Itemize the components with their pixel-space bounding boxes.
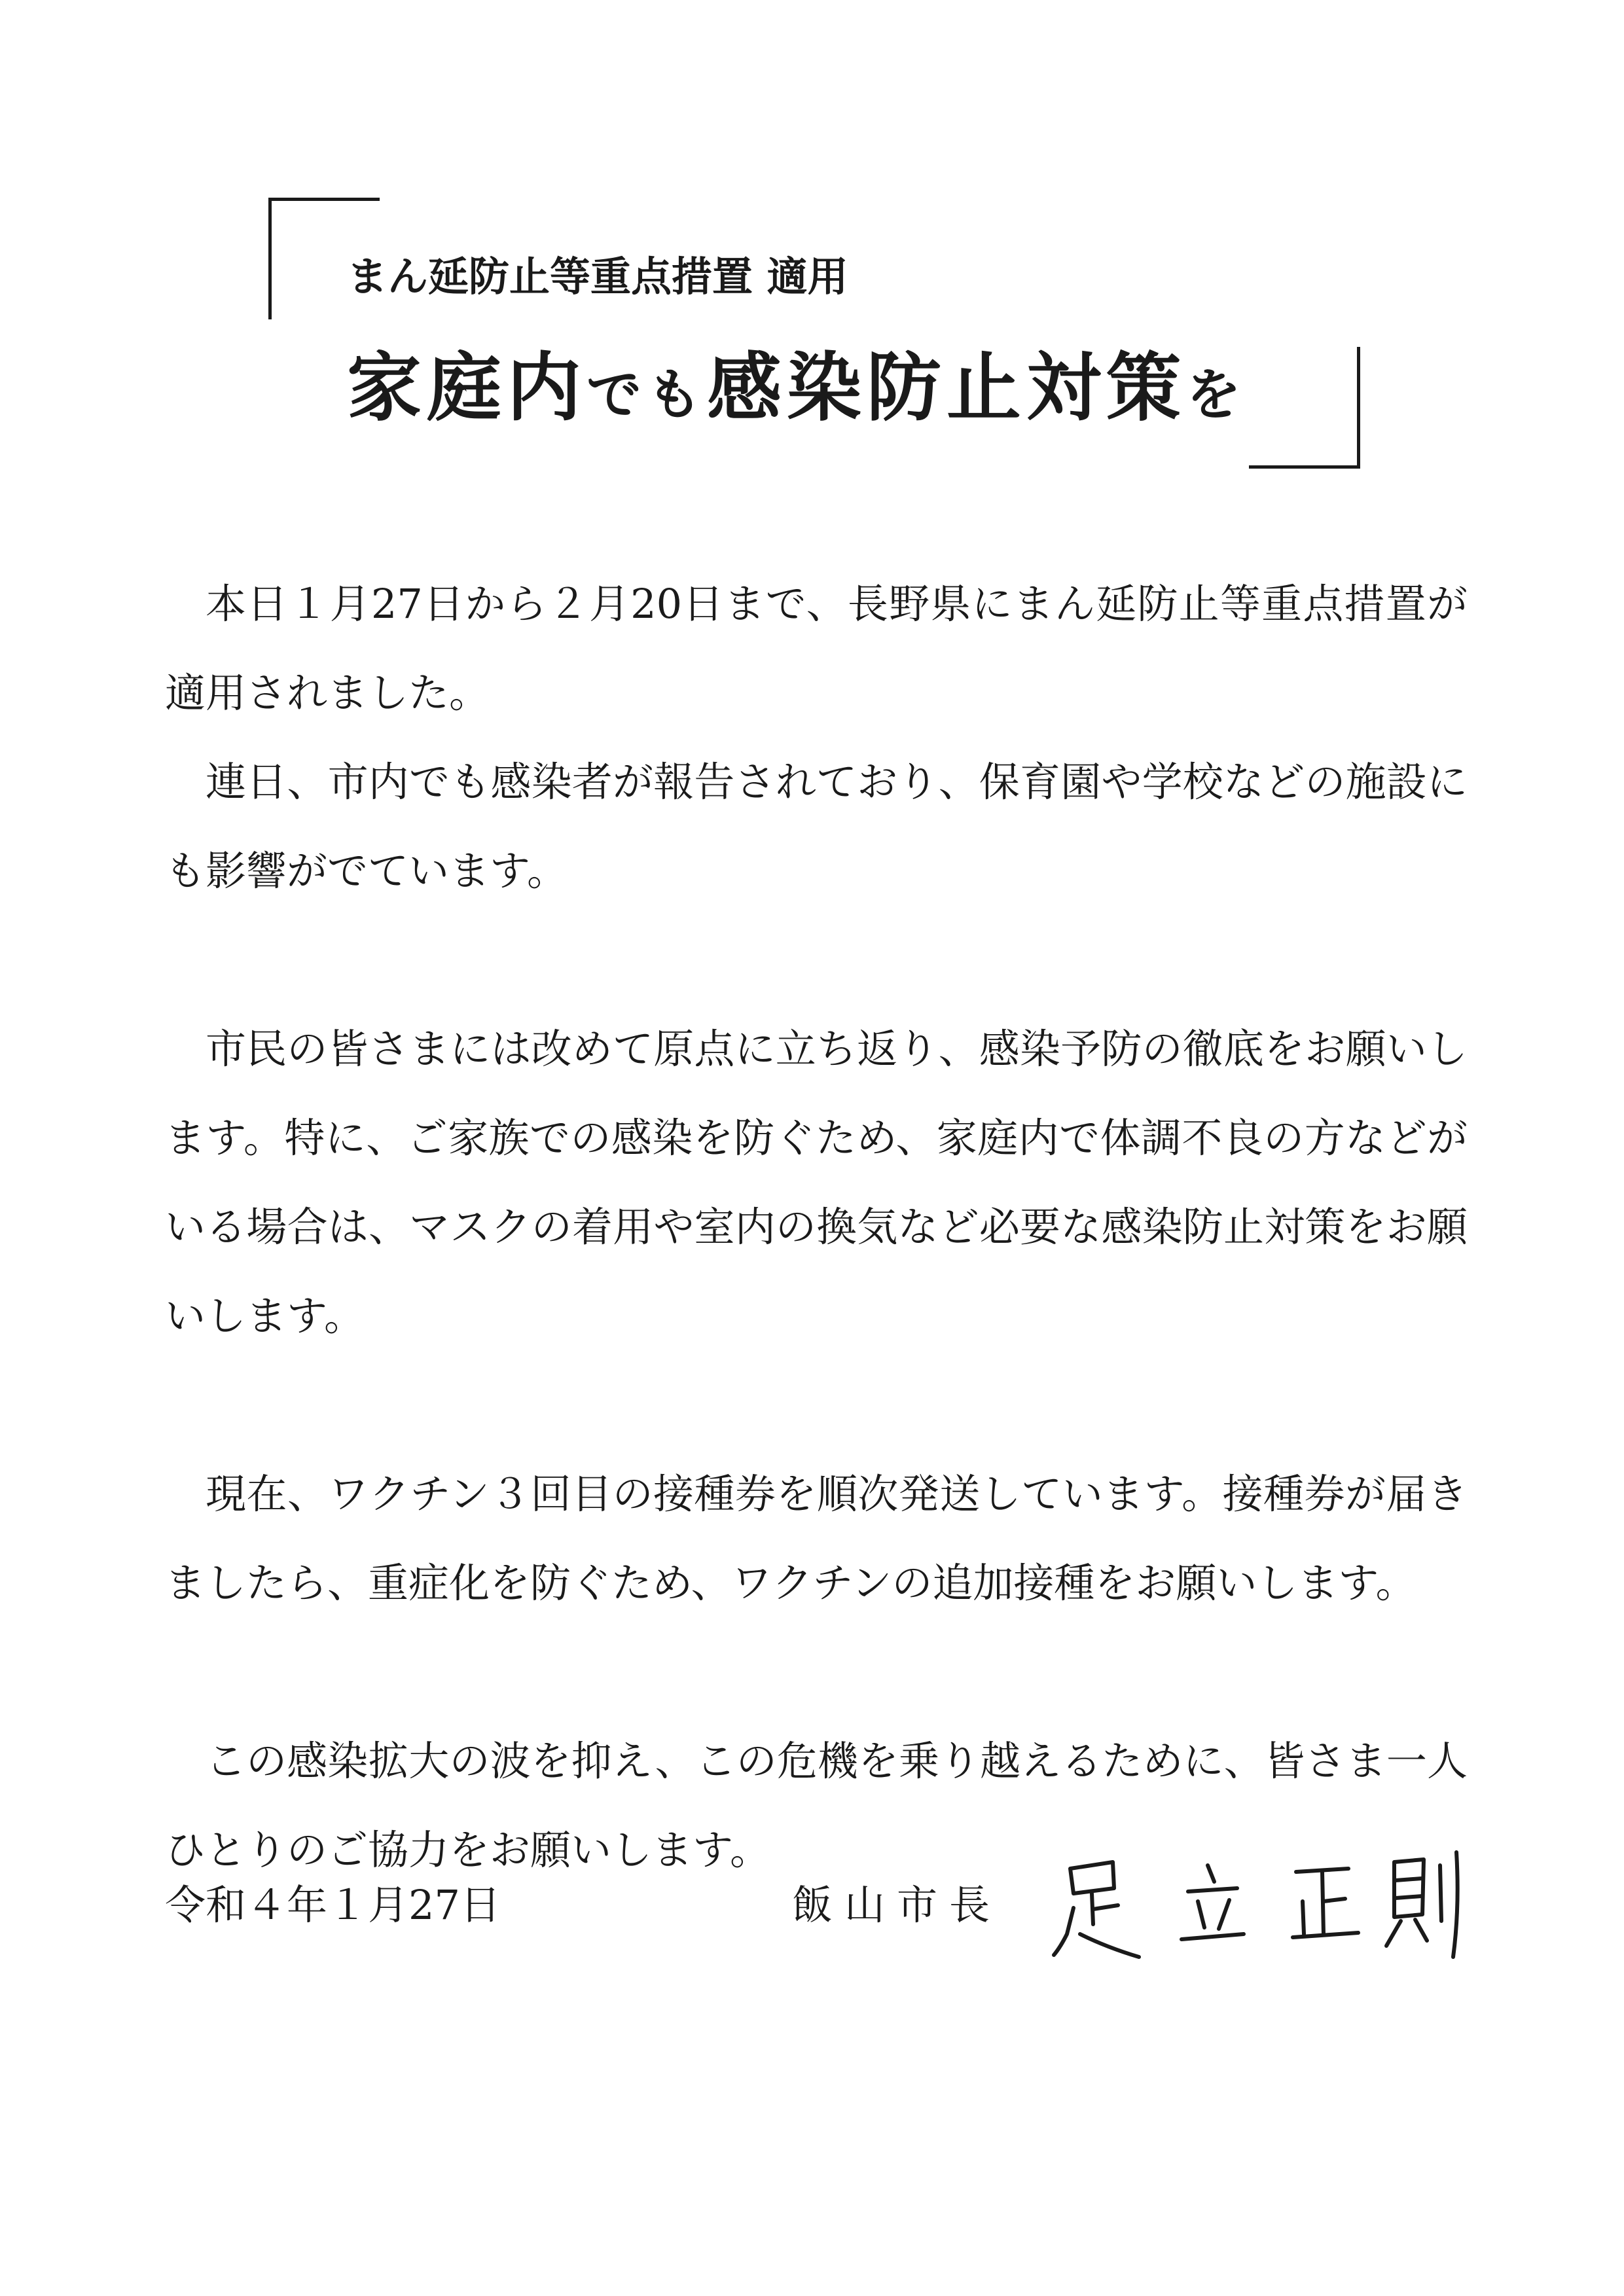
paragraph-prevention-request: 市民の皆さまには改めて原点に立ち返り、感染予防の徹底をお願いします。特に、ご家族での感染を防ぐため、家庭内で体調不良の方などがいる場合は、マスクの着用や室内の換気など必要な感染防止対策をお願いします。 bbox=[165, 1025, 1468, 1340]
title-part-household: 家庭内 bbox=[347, 344, 587, 431]
notice-title bbox=[347, 344, 1247, 431]
title-part-wo: を bbox=[1186, 363, 1247, 427]
title-part-demo: でも bbox=[586, 363, 708, 427]
issue-date: 令和４年１月27日 bbox=[165, 1881, 501, 1929]
title-part-measures: 感染防止対策 bbox=[707, 344, 1187, 431]
paragraph-gap bbox=[165, 916, 1468, 1005]
paragraph-vaccination: 現在、ワクチン３回目の接種券を順次発送しています。接種券が届きましたら、重症化を防ぐため、ワクチンの追加接種をお願いします。 bbox=[165, 1470, 1468, 1607]
closing-bracket bbox=[1249, 347, 1360, 469]
notice-subtitle: まん延防止等重点措置 適用 bbox=[347, 253, 848, 300]
paragraph-measures-applied: 本日１月27日から２月20日まで、長野県にまん延防止等重点措置が適用されました。 bbox=[165, 580, 1468, 717]
signer-title: 飯山市長 bbox=[792, 1881, 1002, 1929]
paragraph-cooperation-request: この感染拡大の波を抑え、この危機を乗り越えるために、皆さま一人ひとりのご協力をお願いします。 bbox=[165, 1737, 1468, 1874]
paragraph-gap bbox=[165, 1628, 1468, 1717]
paragraph-gap bbox=[165, 1361, 1468, 1450]
notice-body bbox=[165, 560, 1468, 1895]
handwritten-signature bbox=[1041, 1836, 1473, 1967]
paragraph-cases-reported: 連日、市内でも感染者が報告されており、保育園や学校などの施設にも影響がでています。 bbox=[165, 758, 1468, 895]
